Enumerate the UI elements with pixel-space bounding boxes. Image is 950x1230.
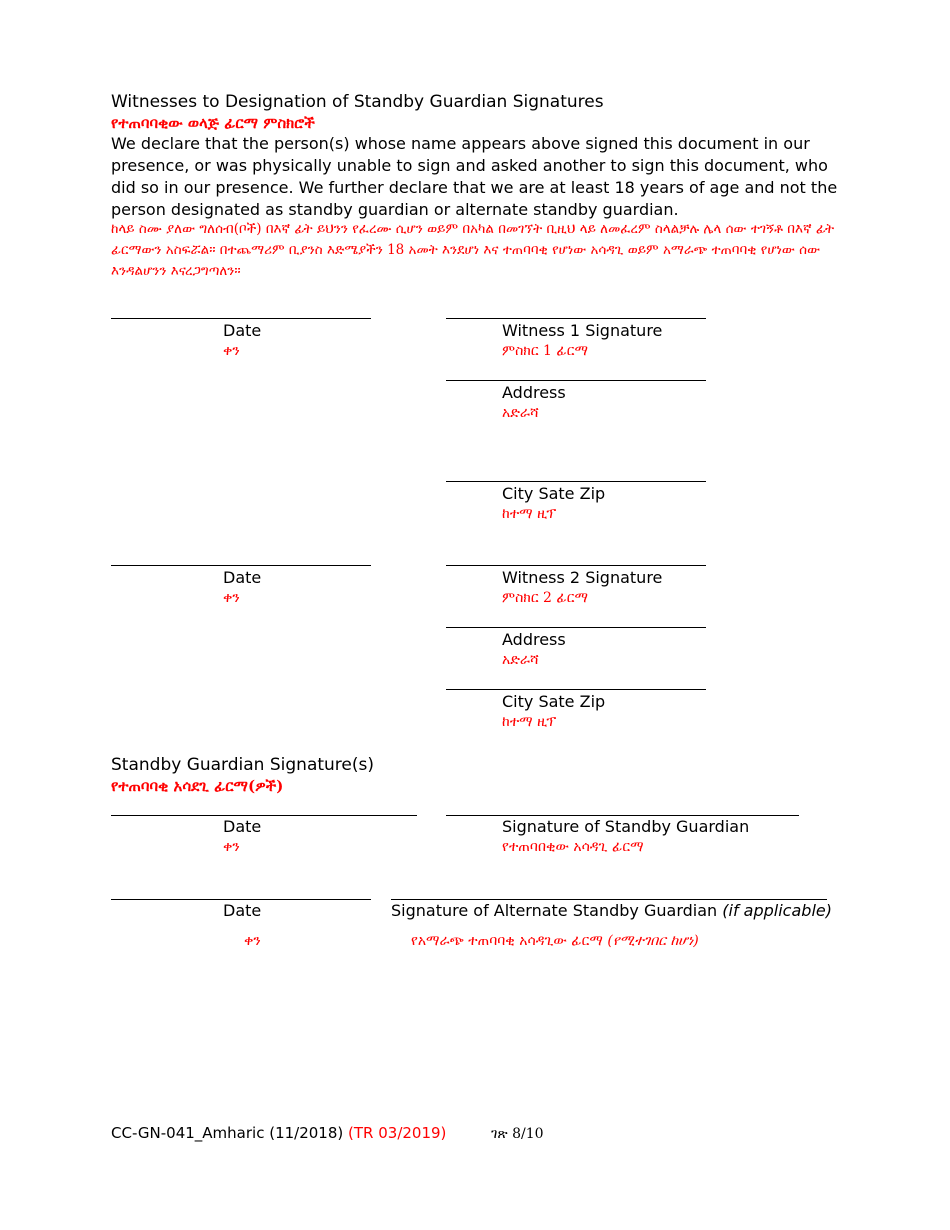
alt-guardian-signature-text-am: የአማራጭ ተጠባባቂ አሳዳጊው ፊርማ	[411, 933, 603, 949]
form-id: CC-GN-041_Amharic (11/2018)	[111, 1124, 344, 1142]
witness2-address-line[interactable]	[446, 627, 706, 628]
guardian-heading-am: የተጠባባቂ አሳደጊ ፊርማ(ዎች)	[111, 777, 284, 795]
witness-heading-am: የተጠባባቂው ወላጅ ፊርማ ምስክሮች	[111, 114, 315, 132]
guardian-signature-label-am: የተጠባበቂው አሳዳጊ ፊርማ	[502, 839, 644, 855]
guardian-date-label-am: ቀን	[223, 839, 240, 855]
witness2-date-label-am: ቀን	[223, 590, 240, 606]
witness-heading: Witnesses to Designation of Standby Guardian Signatures	[111, 92, 604, 112]
alt-guardian-date-label-am: ቀን	[244, 933, 261, 949]
page-number: ገጽ 8/10	[491, 1126, 544, 1142]
witness1-city-line[interactable]	[446, 481, 706, 482]
alt-guardian-note: (if applicable)	[722, 901, 832, 920]
witness1-date-label-am: ቀን	[223, 343, 240, 359]
witness2-date-line[interactable]	[111, 565, 371, 566]
witness1-signature-label-am: ምስክር 1 ፊርማ	[502, 343, 589, 359]
witness2-date-label: Date	[223, 568, 262, 587]
witness1-city-label-am: ከተማ ዚፕ	[502, 506, 557, 522]
alt-guardian-signature-line[interactable]	[391, 899, 827, 900]
witness2-address-label: Address	[502, 630, 566, 649]
guardian-date-line[interactable]	[111, 815, 417, 816]
witness1-date-line[interactable]	[111, 318, 371, 319]
declaration-text-am: ከላይ ስሙ ያለው ግለሰብ(ቦች) በእኛ ፊት ይህንን የፈረሙ ሲሆን ወይም በአካል በመገኘት ቢዚህ ላይ ለመፈረም ስላልቻሉ ሌላ ሰው ተገኝቶ በእኛ ፊት ፊርማውን አስፍሯል። በተጨማሪም ቢያንስ እድሜያችን 18 አመት እንደሆነ እና ተጠባባቂ የሆነው አሳዳጊ ወይም አማራጭ ተጠባባቂ የሆነው ሰው እንዳልሆንን እናረጋግጣለን።	[111, 221, 835, 279]
witness2-address-label-am: አድራሻ	[502, 652, 539, 668]
witness2-signature-label: Witness 2 Signature	[502, 568, 663, 587]
witness1-date-label: Date	[223, 321, 262, 340]
witness2-city-label-am: ከተማ ዚፕ	[502, 714, 557, 730]
witness2-city-line[interactable]	[446, 689, 706, 690]
footer-form-id	[111, 1124, 446, 1142]
witness1-address-label-am: አድራሻ	[502, 405, 539, 421]
guardian-heading: Standby Guardian Signature(s)	[111, 755, 374, 775]
alt-guardian-date-label: Date	[223, 901, 262, 920]
witness2-signature-label-am: ምስክር 2 ፊርማ	[502, 590, 589, 606]
alt-guardian-date-line[interactable]	[111, 899, 371, 900]
alt-guardian-signature-label	[391, 901, 832, 920]
witness2-signature-line[interactable]	[446, 565, 706, 566]
guardian-signature-line[interactable]	[446, 815, 799, 816]
alt-guardian-note-am: (የሚተገበር ከሆነ)	[607, 933, 699, 949]
alt-guardian-signature-text: Signature of Alternate Standby Guardian	[391, 901, 718, 920]
witness1-address-line[interactable]	[446, 380, 706, 381]
guardian-date-label: Date	[223, 817, 262, 836]
declaration-text: We declare that the person(s) whose name appears above signed this document in our presence, or was physically unable to sign and asked another to sign this document, who did so in our presence. We further declare that we are at least 18 years of age and not the person designated as standby guardian or alternate standby guardian.	[111, 134, 838, 219]
witness1-address-label: Address	[502, 383, 566, 402]
alt-guardian-signature-label-am	[411, 933, 699, 949]
witness1-city-label: City Sate Zip	[502, 484, 606, 503]
guardian-signature-label: Signature of Standby Guardian	[502, 817, 750, 836]
form-tr: (TR 03/2019)	[348, 1124, 447, 1142]
witness2-city-label: City Sate Zip	[502, 692, 606, 711]
witness1-signature-label: Witness 1 Signature	[502, 321, 663, 340]
witness1-signature-line[interactable]	[446, 318, 706, 319]
